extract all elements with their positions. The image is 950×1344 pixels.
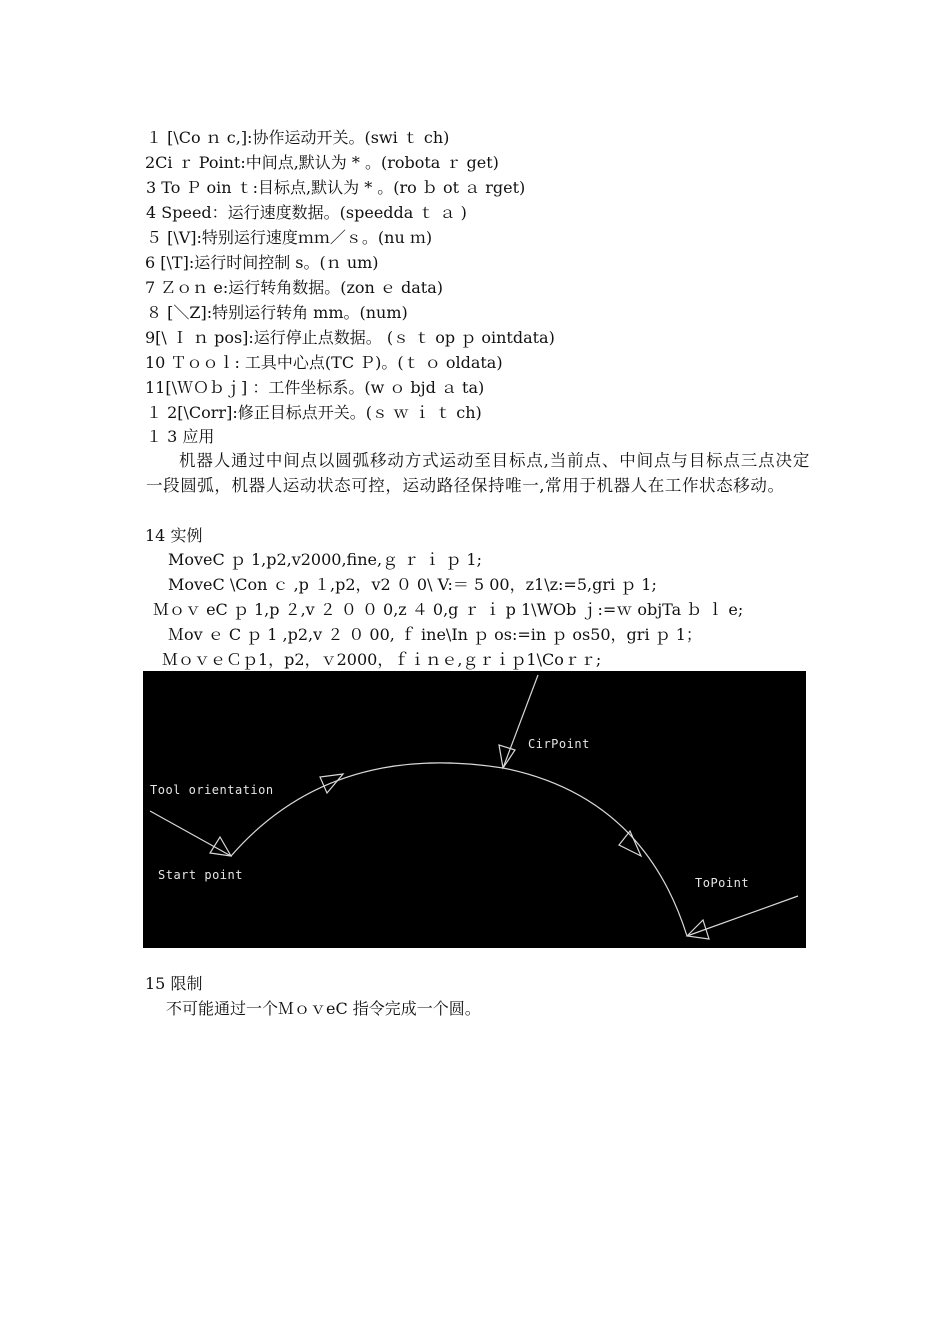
code-line: MoveC \Con ｃ ,p １,p2，v2 ０ 0\ V:＝ 5 00，z1\z:=5,gri ｐ 1;: [168, 575, 657, 594]
param-line: 10 Ｔｏｏｌ: 工具中心点(TC Ｐ)。(ｔ ｏ oldata): [145, 353, 503, 372]
topoint-line: [687, 896, 798, 936]
limit-text: 不可能通过一个ＭｏｖeC 指令完成一个圆。: [166, 999, 481, 1018]
cirpoint-line: [503, 675, 538, 768]
section-heading-limits: 15 限制: [145, 974, 203, 993]
code-line: MoveC ｐ 1,p2,v2000,fine,ｇ ｒ ｉ ｐ 1;: [168, 550, 483, 569]
param-line: 9[\ Ｉ ｎ pos]:运行停止点数据。 (ｓ ｔ op ｐ ointdata): [145, 328, 555, 347]
section-heading-examples: 14 实例: [145, 526, 203, 545]
code-line: Ｍｏｖ eC ｐ 1,p ２,v ２ ０ ０ 0,z ４ 0,g ｒ ｉ p 1\WOb ｊ:=ｗ objTa ｂ ｌ e;: [153, 600, 744, 619]
param-line: 6 [\T]:运行时间控制 s。(ｎ um): [145, 253, 379, 272]
param-line: 7 Ｚｏｎ e:运行转角数据。(zon ｅ data): [145, 278, 443, 297]
code-line: ＭｏｖｅＣｐ1，p2，ｖ2000，ｆｉｎｅ,ｇｒｉｐ1\Coｒｒ;: [162, 650, 602, 669]
arc-path: [231, 763, 687, 936]
param-line: 4 Speed：运行速度数据。(speedda ｔ ａ ): [146, 203, 467, 222]
section-heading-application: １ 3 应用: [146, 427, 215, 446]
tool-orientation-label: Tool orientation: [150, 783, 274, 797]
tool-orientation-line: [150, 811, 231, 856]
code-line: Ｍov ｅ C ｐ 1 ,p2,v ２ ０ 00, ｆ ine\In ｐ os:=in ｐ os50，gri ｐ 1；: [168, 625, 702, 644]
param-line: ８ [＼Z]:特别运行转角 mm。(num): [146, 303, 408, 322]
param-line: １ 2[\Corr]:修正目标点开关。(ｓ ｗ ｉ ｔ ch): [146, 403, 482, 422]
movec-diagram-svg: [143, 671, 806, 948]
param-line: 2Ci ｒ Point:中间点,默认为 * 。(robota ｒ get): [145, 153, 499, 172]
application-paragraph: 机器人通过中间点以圆弧移动方式运动至目标点,当前点、中间点与目标点三点决定一段圆弧，机器人运动状态可控，运动路径保持唯一,常用于机器人在工作状态移动。: [146, 451, 810, 495]
param-line: 3 To Ｐ oin ｔ:目标点,默认为 * 。(ro ｂ ot ａ rget): [146, 178, 526, 197]
movec-diagram: [143, 671, 806, 948]
param-line: ５ [\V]:特别运行速度ｍｍ／ｓ。(nu ｍ): [146, 228, 433, 247]
topoint-arrowhead: [687, 920, 709, 939]
param-line: 11[\ＷＯｂｊ] ：工件坐标系。(w ｏ bjd ａ ta): [145, 378, 485, 397]
topoint-label: ToPoint: [695, 876, 750, 890]
param-line: １ [\Co ｎ c,]:协作运动开关。(swi ｔ ch): [146, 128, 450, 147]
start-point-label: Start point: [158, 868, 243, 882]
cirpoint-label: CirPoint: [528, 737, 590, 751]
